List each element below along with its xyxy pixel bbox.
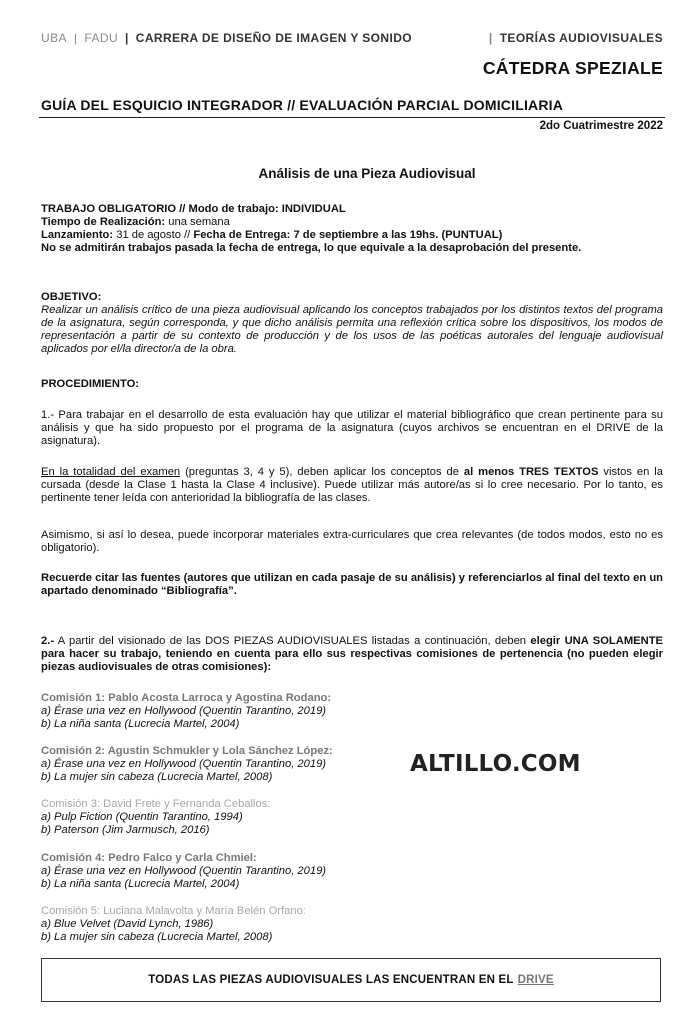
comision-option-a: a) Érase una vez en Hollywood (Quentin Tarantino, 2019): [41, 758, 327, 770]
comision-option-a: a) Érase una vez en Hollywood (Quentin Tarantino, 2019): [41, 705, 327, 717]
header-teorias: TEORÍAS AUDIOVISUALES: [499, 31, 663, 45]
header-carrera: CARRERA DE DISEÑO DE IMAGEN Y SONIDO: [135, 31, 412, 45]
trabajo-line: TRABAJO OBLIGATORIO // Modo de trabajo: INDIVIDUAL: [41, 203, 346, 215]
header-line: [41, 32, 663, 45]
lanzamiento-line: [41, 229, 663, 242]
lanzamiento-label: Lanzamiento:: [41, 229, 114, 241]
title-rule: [39, 117, 665, 118]
punto2-paragraph: [41, 635, 663, 674]
info-block: [41, 203, 663, 255]
watermark-logo: ALTILLO.COM: [410, 751, 581, 777]
p2-bold: al menos TRES TEXTOS: [463, 466, 599, 478]
drive-notice-text: TODAS LAS PIEZAS AUDIOVISUALES LAS ENCUENTRAN EN EL: [148, 973, 514, 986]
procedimiento-p4: Recuerde citar las fuentes (autores que utilizan en cada pasaje de su análisis) y referenciarlos al final del texto en un apartado denominado “Bibliografía”.: [41, 572, 663, 597]
comision-4: [41, 852, 663, 891]
procedimiento-p3: Asimismo, si así lo desea, puede incorporar materiales extra-curriculares que crea relevantes (de todos modos, esto no es obligatorio).: [41, 529, 663, 554]
header-separator: |: [488, 31, 493, 45]
comision-3: [41, 798, 663, 837]
procedimiento-p1: 1.- Para trabajar en el desarrollo de esta evaluación hay que utilizar el material bibliográfico que crean pertinente para su análisis y que ha sido propuesto por el programa de la asignatura (cuyos archivos se encuentran en el DRIVE de la asignatura).: [41, 409, 663, 447]
guia-title: GUÍA DEL ESQUICIO INTEGRADOR // EVALUACIÓN PARCIAL DOMICILIARIA: [41, 97, 564, 113]
header-fadu: FADU: [84, 31, 119, 45]
procedimiento-p2: [41, 466, 663, 505]
comision-title: Comisión 4: Pedro Falco y Carla Chmiel:: [41, 852, 257, 864]
comision-title: Comisión 5: Luciana Malavolta y María Belén Orfano:: [41, 905, 306, 917]
p2-text-a: (preguntas 3, 4 y 5), deben aplicar los conceptos de: [180, 466, 464, 478]
cuatrimestre: 2do Cuatrimestre 2022: [539, 120, 663, 132]
header-uba: UBA: [41, 31, 67, 45]
comision-option-b: b) Paterson (Jim Jarmusch, 2016): [41, 824, 210, 836]
catedra-title: CÁTEDRA SPEZIALE: [482, 58, 663, 78]
comision-title: Comisión 1: Pablo Acosta Larroca y Agostina Rodano:: [41, 692, 332, 704]
aviso-line: No se admitirán trabajos pasada la fecha de entrega, lo que equivale a la desaprobación del presente.: [41, 242, 582, 254]
comision-option-a: a) Pulp Fiction (Quentin Tarantino, 1994): [41, 811, 243, 823]
objetivo-label: OBJETIVO:: [41, 291, 102, 303]
comision-option-b: b) La mujer sin cabeza (Lucrecia Martel, 2008): [41, 931, 273, 943]
objetivo-block: [41, 291, 663, 356]
header-separator: |: [73, 31, 78, 45]
lanzamiento-value: 31 de agosto //: [113, 229, 194, 241]
comision-title: Comisión 2: Agustin Schmukler y Lola Sánchez López:: [41, 745, 333, 757]
comision-option-a: a) Blue Velvet (David Lynch, 1986): [41, 918, 214, 930]
comision-5: [41, 905, 663, 944]
comision-option-b: b) La niña santa (Lucrecia Martel, 2004): [41, 718, 240, 730]
comision-option-a: a) Érase una vez en Hollywood (Quentin Tarantino, 2019): [41, 865, 327, 877]
tiempo-value: una semana: [165, 216, 230, 228]
tiempo-label: Tiempo de Realización:: [41, 216, 166, 228]
header-right: [482, 32, 663, 45]
punto2-text: A partir del visionado de las DOS PIEZAS AUDIOVISUALES listadas a continuación, deben: [54, 635, 531, 647]
document-title: Análisis de una Pieza Audiovisual: [258, 166, 476, 181]
tiempo-line: [41, 216, 663, 229]
punto2-num: 2.-: [41, 635, 55, 647]
objetivo-text: Realizar un análisis crítico de una pieza audiovisual aplicando los conceptos trabajados por los distintos textos del programa de la asignatura, según corresponda, y que dicho análisis permita una reflexión crítica sobre los dispositivos, los modos de representación a partir de su contexto de producción y de los usos de las poéticas autorales del lenguaje audiovisual aplicados por el/la director/a de la obra.: [41, 304, 663, 355]
header-separator: |: [125, 31, 129, 45]
procedimiento-label: PROCEDIMIENTO:: [41, 378, 139, 390]
drive-link[interactable]: DRIVE: [517, 973, 554, 986]
comision-option-b: b) La mujer sin cabeza (Lucrecia Martel, 2008): [41, 771, 273, 783]
p2-underline: En la totalidad del examen: [41, 466, 181, 478]
comision-title: Comisión 3: David Frete y Fernanda Ceballos:: [41, 798, 271, 810]
punto2-bold: elegir UNA SOLAMENTE para hacer su trabajo, teniendo en cuenta para ello sus respectivas comisiones de pertenencia (no pueden elegir piezas audiovisuales de otras comisiones):: [41, 635, 663, 673]
drive-notice-box: [41, 958, 661, 1002]
comision-1: [41, 692, 663, 731]
entrega-label: Fecha de Entrega: 7 de septiembre a las 19hs. (PUNTUAL): [193, 229, 503, 241]
comision-option-b: b) La niña santa (Lucrecia Martel, 2004): [41, 878, 240, 890]
p2-text-b: vistos en la cursada (desde la Clase 1 hasta la Clase 4 inclusive). Puede utilizar más autore/as si lo cree necesario. Por lo tanto, es pertinente tener leída con anterioridad la bibliografía de las clases.: [41, 466, 663, 504]
